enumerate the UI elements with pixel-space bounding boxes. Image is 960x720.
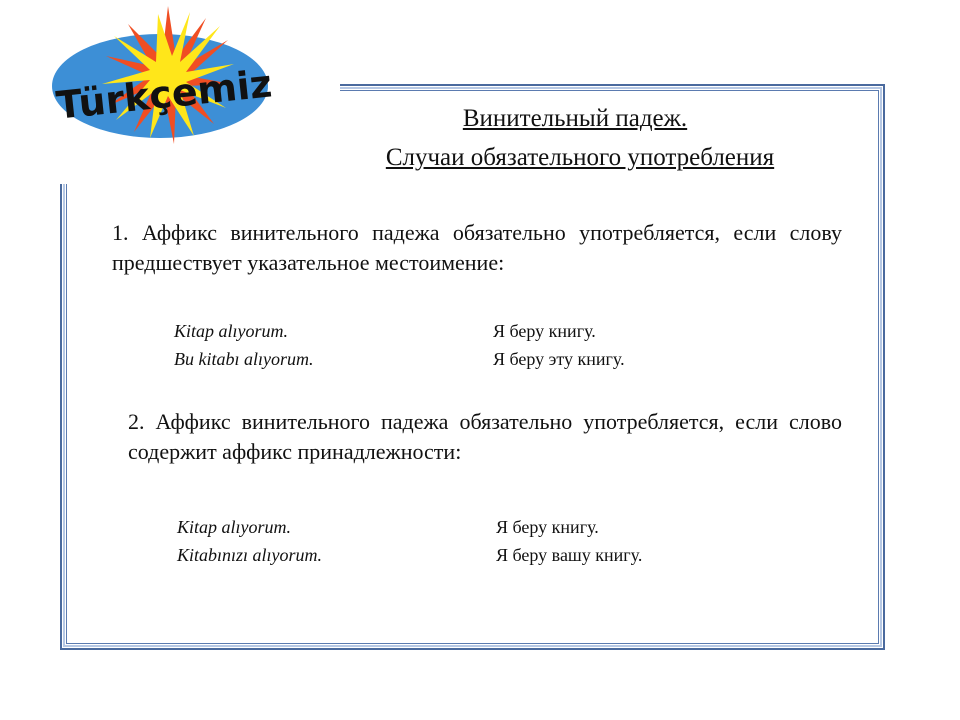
rule-2-example-2-russian: Я беру вашу книгу.: [496, 545, 643, 565]
rule-2-text: 2. Аффикс винительного падежа обязательно употребляется, если слово содержит аффикс принадлежности:: [128, 409, 842, 464]
rule-1-example-2-russian: Я беру эту книгу.: [493, 349, 625, 369]
rule-1-example-1-turkish: Kitap alıyorum.: [174, 321, 289, 341]
turkcemiz-logo: [48, 6, 278, 166]
rule-2-example-2-turkish: Kitabınızı alıyorum.: [177, 545, 323, 565]
logo-text: Türkçemiz: [54, 61, 274, 128]
rule-1-example-1-russian: Я беру книгу.: [493, 321, 596, 341]
title-line-1: Винительный падеж.: [462, 105, 688, 132]
rule-2-example-1-russian: Я беру книгу.: [496, 517, 599, 537]
rule-1-text: 1. Аффикс винительного падежа обязательно употребляется, если слову предшествует указательное местоимение:: [112, 220, 842, 275]
rule-1-example-2-turkish: Bu kitabı alıyorum.: [174, 349, 314, 369]
rule-2-example-1-turkish: Kitap alıyorum.: [177, 517, 292, 537]
title-line-2: Случаи обязательного употребления: [385, 144, 775, 171]
